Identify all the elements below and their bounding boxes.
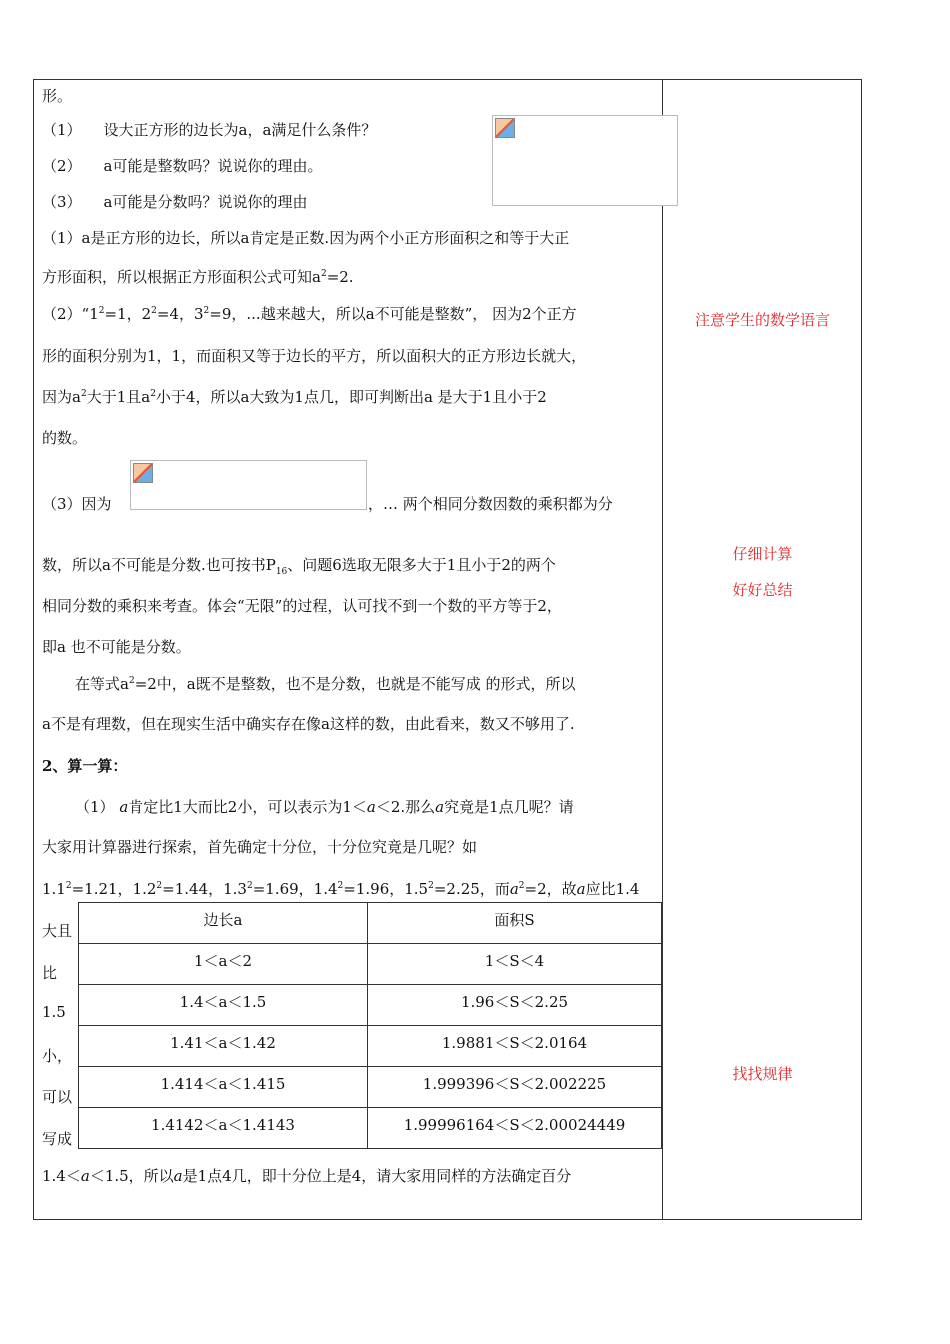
broken-image-icon	[133, 463, 153, 483]
table-header-row	[79, 903, 662, 944]
question-2: （2） a可能是整数吗？说说你的理由。	[42, 157, 323, 175]
answer-line: 形的面积分别为1，1，而面积又等于边长的平方，所以面积大的正方形边长就大，	[42, 347, 587, 365]
teacher-note: 注意学生的数学语言	[694, 311, 830, 329]
answer-line: 数，所以a不可能是分数.也可按书$P_{16}$、问题6选取无限多大于1且小于2的两个	[42, 556, 556, 577]
teacher-note: 好好总结	[732, 581, 793, 599]
teacher-note: 仔细计算	[732, 545, 793, 563]
exercise-line: $1.1^2=1.21$，$1.2^2=1.44$，$1.3^2=1.69$，$1.4^2=1.96$，$1.5^2=2.25$，而$a^2=2$，故a应比1.4	[42, 880, 640, 898]
table-header: 边长a	[79, 903, 368, 944]
section-heading: 2、算一算：	[42, 757, 128, 775]
column-divider	[662, 79, 663, 1220]
table-cell: 1.999396＜S＜2.002225	[368, 1067, 662, 1108]
table-cell: 1.4＜a＜1.5	[79, 985, 368, 1026]
text-line: 形。	[42, 87, 73, 105]
table-cell: 1＜S＜4	[368, 944, 662, 985]
table-row	[79, 944, 662, 985]
table-cell: 1.41＜a＜1.42	[79, 1026, 368, 1067]
side-text: 小，	[42, 1047, 73, 1065]
table-cell: 1.99996164＜S＜2.00024449	[368, 1108, 662, 1149]
side-text: 写成	[42, 1130, 73, 1148]
answer-line: 即a 也不可能是分数。	[42, 638, 191, 656]
answer-line: 因为$a^2$大于1且$a^2$小于4，所以a大致为1点几，即可判断出a 是大于1且小于2	[42, 388, 547, 406]
answer-line: 方形面积，所以根据正方形面积公式可知$a^2=2$.	[42, 268, 354, 286]
table-header: 面积S	[368, 903, 662, 944]
answer-line: $(2)“1^2=1$，$2^2=4$，$3^2=9$，...越来越大，所以a不可能是整数”， 因为2个正方	[42, 305, 577, 323]
answer-line: 的数。	[42, 429, 88, 447]
table-row	[79, 985, 662, 1026]
question-1: （1） 设大正方形的边长为a，a满足什么条件？	[42, 121, 377, 139]
broken-image-icon	[495, 118, 515, 138]
answer-line: ，… 两个相同分数因数的乘积都为分	[368, 495, 613, 513]
missing-image-formula	[130, 460, 367, 510]
exercise-line: 大家用计算器进行探索，首先确定十分位，十分位究竟是几呢？如	[42, 838, 478, 856]
exercise-line: （1） a肯定比1大而比2小，可以表示为1＜a＜2.那么a究竟是1点几呢？请	[75, 798, 574, 816]
table-cell: 1.96＜S＜2.25	[368, 985, 662, 1026]
table-cell: 1.414＜a＜1.415	[79, 1067, 368, 1108]
answer-line: 相同分数的乘积来考查。体会“无限”的过程，认可找不到一个数的平方等于2，	[42, 597, 562, 615]
table-row	[79, 1108, 662, 1149]
side-text: 大且	[42, 922, 73, 940]
table-row	[79, 1026, 662, 1067]
answer-line: （3）因为	[42, 495, 112, 513]
table-cell: 1.4142＜a＜1.4143	[79, 1108, 368, 1149]
area-table	[78, 902, 662, 1149]
side-text: 可以	[42, 1088, 73, 1106]
side-text: 比	[42, 964, 58, 982]
teacher-note: 找找规律	[732, 1065, 793, 1083]
side-text: 1.5	[42, 1003, 66, 1021]
question-3: （3） a可能是分数吗？说说你的理由	[42, 193, 308, 211]
missing-image-figure	[492, 115, 678, 206]
answer-line: （1）a是正方形的边长，所以a肯定是正数.因为两个小正方形面积之和等于大正	[42, 229, 570, 247]
paragraph-line: a不是有理数，但在现实生活中确实存在像a这样的数，由此看来，数又不够用了.	[42, 715, 575, 733]
table-cell: 1＜a＜2	[79, 944, 368, 985]
exercise-line: 1.4＜a＜1.5，所以a是1点4几，即十分位上是4，请大家用同样的方法确定百分	[42, 1167, 572, 1185]
table-cell: 1.9881＜S＜2.0164	[368, 1026, 662, 1067]
table-row	[79, 1067, 662, 1108]
paragraph-line: 在等式$a^2=2$中，a既不是整数，也不是分数，也就是不能写成 的形式，所以	[75, 675, 576, 693]
